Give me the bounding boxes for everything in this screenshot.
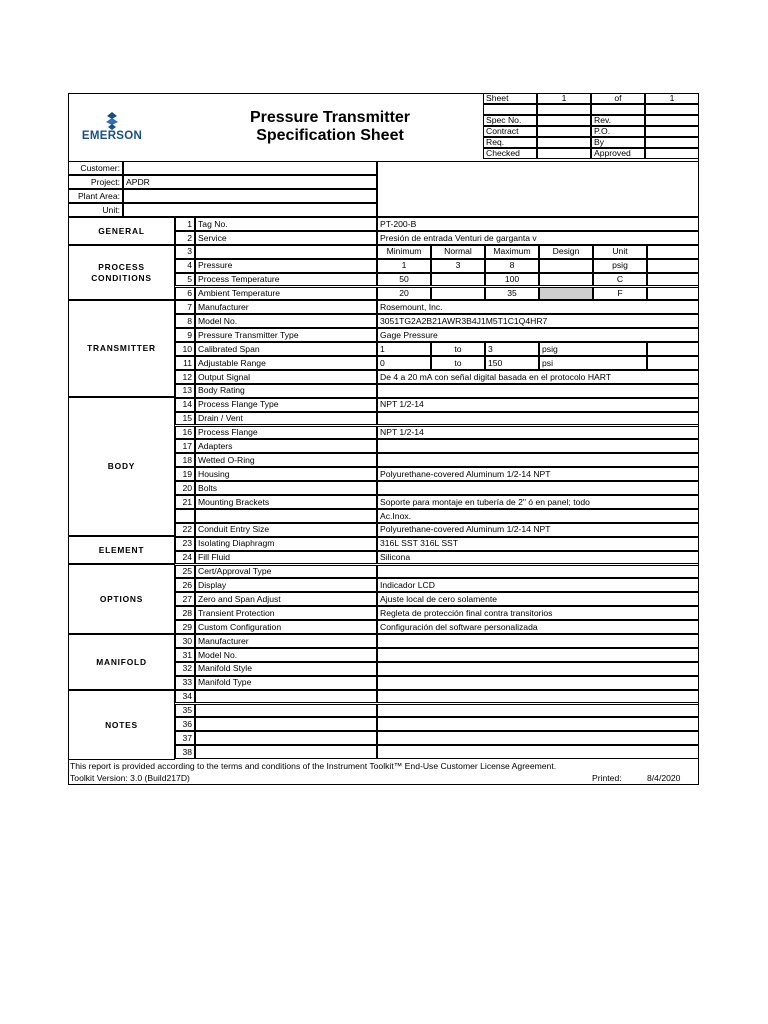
row-number: 2 bbox=[175, 231, 195, 245]
row-value bbox=[377, 676, 699, 690]
cond-unit: C bbox=[593, 273, 647, 287]
row-label: Manufacturer bbox=[195, 300, 377, 314]
row-value bbox=[377, 662, 699, 676]
plant-area-value bbox=[123, 189, 377, 203]
cond-normal bbox=[431, 273, 485, 287]
row-number: 18 bbox=[175, 453, 195, 467]
range-to: to bbox=[431, 342, 485, 356]
spec-no-value bbox=[537, 115, 591, 126]
printed-label: Printed: bbox=[592, 772, 622, 783]
section-process-line-1: PROCESS bbox=[98, 262, 145, 273]
specification-sheet bbox=[68, 93, 699, 785]
toolkit-version: Toolkit Version: 3.0 (Build217D) bbox=[70, 772, 190, 783]
row-label: Transient Protection bbox=[195, 606, 377, 620]
range-to: to bbox=[431, 356, 485, 370]
row-number: 13 bbox=[175, 384, 195, 398]
row-label: Calibrated Span bbox=[195, 342, 377, 356]
row-number: 33 bbox=[175, 676, 195, 690]
row-value: Polyurethane-covered Aluminum 1/2-14 NPT bbox=[377, 523, 699, 537]
cond-normal bbox=[431, 287, 485, 301]
emerson-logo bbox=[68, 93, 156, 161]
by-label: By bbox=[591, 137, 645, 148]
section-process-line-2: CONDITIONS bbox=[91, 272, 152, 283]
row-label: Conduit Entry Size bbox=[195, 523, 377, 537]
range-low: 0 bbox=[377, 356, 431, 370]
row-number: 25 bbox=[175, 565, 195, 579]
row-number: 34 bbox=[175, 690, 195, 704]
row-label: Ambient Temperature bbox=[195, 287, 377, 301]
row-value bbox=[377, 745, 699, 759]
info-right-blank bbox=[377, 161, 699, 217]
section-notes: NOTES bbox=[68, 690, 175, 760]
row-number: 11 bbox=[175, 356, 195, 370]
row-value: Indicador LCD bbox=[377, 578, 699, 592]
cond-header-maximum: Maximum bbox=[485, 245, 539, 259]
cond-blank bbox=[647, 273, 699, 287]
row-number: 27 bbox=[175, 592, 195, 606]
row-label: Manufacturer bbox=[195, 634, 377, 648]
row-label bbox=[195, 745, 377, 759]
unit-value bbox=[123, 203, 377, 217]
range-low: 1 bbox=[377, 342, 431, 356]
row-value bbox=[377, 648, 699, 662]
row-value bbox=[377, 481, 699, 495]
title-line-2: Specification Sheet bbox=[256, 127, 404, 144]
header-blank bbox=[537, 104, 591, 115]
row-label: Wetted O-Ring bbox=[195, 453, 377, 467]
row-number: 29 bbox=[175, 620, 195, 634]
cond-header-unit: Unit bbox=[593, 245, 647, 259]
section-manifold: MANIFOLD bbox=[68, 634, 175, 690]
cond-max: 35 bbox=[485, 287, 539, 301]
row-number: 30 bbox=[175, 634, 195, 648]
logo-text: EMERSON bbox=[81, 130, 143, 143]
range-high: 3 bbox=[485, 342, 539, 356]
header-blank bbox=[645, 104, 699, 115]
title-line-1: Pressure Transmitter bbox=[249, 109, 411, 126]
cond-max: 8 bbox=[485, 259, 539, 273]
project-label: Project: bbox=[68, 175, 123, 189]
sheet-label: Sheet bbox=[483, 93, 537, 104]
row-label bbox=[195, 717, 377, 731]
cond-design bbox=[539, 273, 593, 287]
row-number: 17 bbox=[175, 439, 195, 453]
row-value: Presión de entrada Venturi de garganta v bbox=[377, 231, 699, 245]
section-transmitter: TRANSMITTER bbox=[68, 300, 175, 397]
row-value: NPT 1/2-14 bbox=[377, 426, 699, 440]
row-value: PT-200-B bbox=[377, 217, 699, 231]
row-label: Tag No. bbox=[195, 217, 377, 231]
cond-design bbox=[539, 259, 593, 273]
row-value bbox=[377, 717, 699, 731]
row-number: 35 bbox=[175, 704, 195, 718]
row-number: 36 bbox=[175, 717, 195, 731]
header-blank bbox=[483, 104, 537, 115]
row-label: Display bbox=[195, 578, 377, 592]
row-label: Drain / Vent bbox=[195, 412, 377, 426]
row-number: 10 bbox=[175, 342, 195, 356]
sheet-value: 1 bbox=[537, 93, 591, 104]
cond-min: 1 bbox=[377, 259, 431, 273]
row-number: 23 bbox=[175, 537, 195, 551]
row-value bbox=[377, 453, 699, 467]
row-number: 37 bbox=[175, 731, 195, 745]
row-label bbox=[195, 704, 377, 718]
row-number: 28 bbox=[175, 606, 195, 620]
cond-blank bbox=[647, 245, 699, 259]
row-value: Regleta de protección final contra transitorios bbox=[377, 606, 699, 620]
po-label: P.O. bbox=[591, 126, 645, 137]
row-number: 20 bbox=[175, 481, 195, 495]
row-label: Adjustable Range bbox=[195, 356, 377, 370]
range-blank bbox=[647, 356, 699, 370]
cond-header-normal: Normal bbox=[431, 245, 485, 259]
cond-min: 50 bbox=[377, 273, 431, 287]
range-unit: psig bbox=[539, 342, 647, 356]
license-text: This report is provided according to the terms and conditions of the Instrument Toolkit™ End-Use Customer License Agreement. bbox=[70, 760, 557, 771]
row-number: 38 bbox=[175, 745, 195, 759]
page-title bbox=[160, 109, 500, 149]
cond-header-design: Design bbox=[539, 245, 593, 259]
cond-unit: F bbox=[593, 287, 647, 301]
row-label: Adapters bbox=[195, 439, 377, 453]
row-number: 1 bbox=[175, 217, 195, 231]
row-number: 14 bbox=[175, 398, 195, 412]
approved-value bbox=[645, 148, 699, 159]
row-label: Model No. bbox=[195, 648, 377, 662]
row-label bbox=[195, 509, 377, 523]
row-number: 15 bbox=[175, 412, 195, 426]
cond-min: 20 bbox=[377, 287, 431, 301]
row-value: Polyurethane-covered Aluminum 1/2-14 NPT bbox=[377, 467, 699, 481]
row-label: Model No. bbox=[195, 314, 377, 328]
row-label: Pressure bbox=[195, 259, 377, 273]
row-label bbox=[195, 245, 377, 259]
project-value: APDR bbox=[123, 175, 377, 189]
row-value: Ajuste local de cero solamente bbox=[377, 592, 699, 606]
row-number: 24 bbox=[175, 551, 195, 565]
row-label: Output Signal bbox=[195, 370, 377, 384]
row-value: De 4 a 20 mA con señal digital basada en el protocolo HART bbox=[377, 370, 699, 384]
req-label: Req. bbox=[483, 137, 537, 148]
spec-no-label: Spec No. bbox=[483, 115, 537, 126]
row-value: 316L SST 316L SST bbox=[377, 537, 699, 551]
row-number: 31 bbox=[175, 648, 195, 662]
row-number: 4 bbox=[175, 259, 195, 273]
printed-date: 8/4/2020 bbox=[647, 772, 681, 783]
cond-max: 100 bbox=[485, 273, 539, 287]
row-value-cont: Ac.Inox. bbox=[377, 509, 699, 523]
row-value bbox=[377, 384, 699, 398]
row-number: 21 bbox=[175, 495, 195, 509]
section-process-conditions bbox=[68, 245, 175, 300]
req-value bbox=[537, 137, 591, 148]
row-label: Cert/Approval Type bbox=[195, 565, 377, 579]
row-label: Bolts bbox=[195, 481, 377, 495]
row-value bbox=[377, 565, 699, 579]
row-number: 19 bbox=[175, 467, 195, 481]
rev-label: Rev. bbox=[591, 115, 645, 126]
range-unit: psi bbox=[539, 356, 647, 370]
row-label: Fill Fluid bbox=[195, 551, 377, 565]
customer-value bbox=[123, 161, 377, 175]
row-label: Pressure Transmitter Type bbox=[195, 328, 377, 342]
section-general: GENERAL bbox=[68, 217, 175, 245]
row-value: 3051TG2A2B21AWR3B4J1M5T1C1Q4HR7 bbox=[377, 314, 699, 328]
row-number: 22 bbox=[175, 523, 195, 537]
cond-normal: 3 bbox=[431, 259, 485, 273]
row-label: Isolating Diaphragm bbox=[195, 537, 377, 551]
header-blank bbox=[591, 104, 645, 115]
range-blank bbox=[647, 342, 699, 356]
contract-label: Contract bbox=[483, 126, 537, 137]
checked-label: Checked bbox=[483, 148, 537, 159]
cond-unit: psig bbox=[593, 259, 647, 273]
row-number bbox=[175, 509, 195, 523]
rev-value bbox=[645, 115, 699, 126]
row-number: 32 bbox=[175, 662, 195, 676]
row-value bbox=[377, 704, 699, 718]
by-value bbox=[645, 137, 699, 148]
row-label: Manifold Style bbox=[195, 662, 377, 676]
checked-value bbox=[537, 148, 591, 159]
row-label: Body Rating bbox=[195, 384, 377, 398]
cond-header-minimum: Minimum bbox=[377, 245, 431, 259]
row-number: 7 bbox=[175, 300, 195, 314]
contract-value bbox=[537, 126, 591, 137]
row-label: Zero and Span Adjust bbox=[195, 592, 377, 606]
of-label: of bbox=[591, 93, 645, 104]
po-value bbox=[645, 126, 699, 137]
cond-blank bbox=[647, 287, 699, 301]
row-label: Process Flange bbox=[195, 426, 377, 440]
section-options: OPTIONS bbox=[68, 564, 175, 634]
row-number: 5 bbox=[175, 273, 195, 287]
row-value: Silicona bbox=[377, 551, 699, 565]
row-value bbox=[377, 634, 699, 648]
section-body: BODY bbox=[68, 397, 175, 536]
row-label: Manifold Type bbox=[195, 676, 377, 690]
row-value: Soporte para montaje en tubería de 2" ó en panel; todo bbox=[377, 495, 699, 509]
row-number: 3 bbox=[175, 245, 195, 259]
row-label bbox=[195, 731, 377, 745]
row-value bbox=[377, 439, 699, 453]
customer-label: Customer: bbox=[68, 161, 123, 175]
cond-blank bbox=[647, 259, 699, 273]
range-high: 150 bbox=[485, 356, 539, 370]
row-label bbox=[195, 690, 377, 704]
plant-area-label: Plant Area: bbox=[68, 189, 123, 203]
row-value bbox=[377, 731, 699, 745]
row-number: 9 bbox=[175, 328, 195, 342]
row-value bbox=[377, 690, 699, 704]
row-value bbox=[377, 412, 699, 426]
row-label: Housing bbox=[195, 467, 377, 481]
approved-label: Approved bbox=[591, 148, 645, 159]
cond-design bbox=[539, 287, 593, 301]
row-value: Gage Pressure bbox=[377, 328, 699, 342]
row-number: 8 bbox=[175, 314, 195, 328]
row-number: 16 bbox=[175, 426, 195, 440]
row-label: Process Temperature bbox=[195, 273, 377, 287]
emerson-logo-icon bbox=[103, 111, 121, 131]
row-value: Rosemount, Inc. bbox=[377, 300, 699, 314]
row-number: 6 bbox=[175, 287, 195, 301]
row-label: Mounting Brackets bbox=[195, 495, 377, 509]
row-label: Service bbox=[195, 231, 377, 245]
row-value: NPT 1/2-14 bbox=[377, 398, 699, 412]
unit-label: Unit: bbox=[68, 203, 123, 217]
row-label: Process Flange Type bbox=[195, 398, 377, 412]
row-label: Custom Configuration bbox=[195, 620, 377, 634]
row-number: 12 bbox=[175, 370, 195, 384]
row-number: 26 bbox=[175, 578, 195, 592]
row-value: Configuración del software personalizada bbox=[377, 620, 699, 634]
of-value: 1 bbox=[645, 93, 699, 104]
section-element: ELEMENT bbox=[68, 536, 175, 564]
